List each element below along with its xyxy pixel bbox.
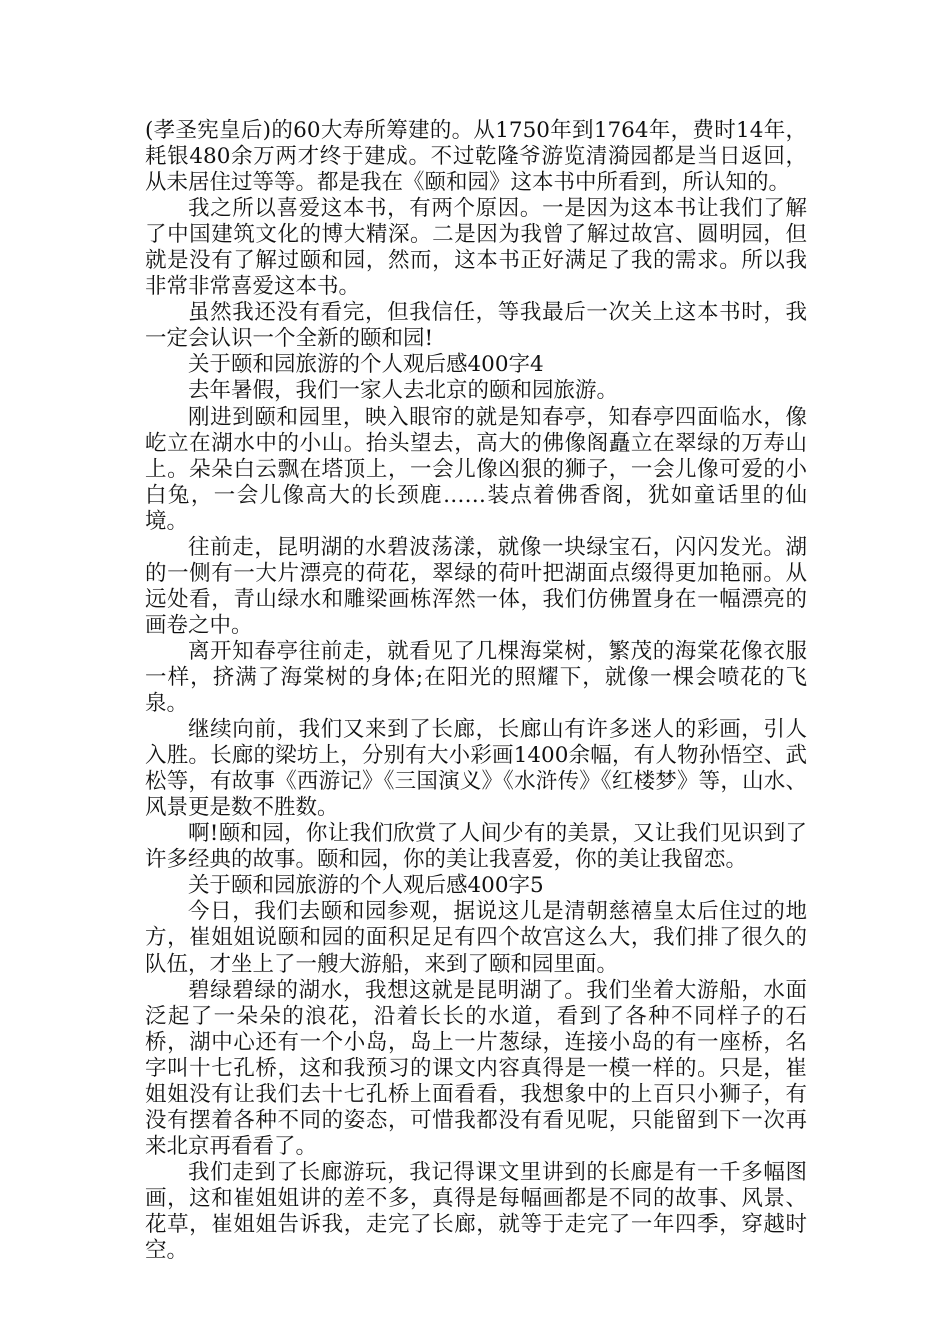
document-body <box>145 118 807 1264</box>
paragraph: 继续向前，我们又来到了长廊，长廊山有许多迷人的彩画，引人入胜。长廊的梁坊上，分别有大小彩画1400余幅，有人物孙悟空、武松等，有故事《西游记》《三国演义》《水浒传》《红楼梦》等，山水、风景更是数不胜数。 <box>145 717 807 821</box>
paragraph: (孝圣宪皇后)的60大寿所筹建的。从1750年到1764年，费时14年，耗银480余万两才终于建成。不过乾隆爷游览清漪园都是当日返回，从未居住过等等。都是我在《颐和园》这本书中所看到，所认知的。 <box>145 118 807 196</box>
paragraph: 啊!颐和园，你让我们欣赏了人间少有的美景，又让我们见识到了许多经典的故事。颐和园，你的美让我喜爱，你的美让我留恋。 <box>145 821 807 873</box>
paragraph: 去年暑假，我们一家人去北京的颐和园旅游。 <box>188 378 619 404</box>
paragraph: 往前走，昆明湖的水碧波荡漾，就像一块绿宝石，闪闪发光。湖的一侧有一大片漂亮的荷花，翠绿的荷叶把湖面点缀得更加艳丽。从远处看，青山绿水和雕梁画栋浑然一体，我们仿佛置身在一幅漂亮的画卷之中。 <box>145 534 807 638</box>
section-heading: 关于颐和园旅游的个人观后感400字4 <box>188 352 544 378</box>
paragraph: 虽然我还没有看完，但我信任，等我最后一次关上这本书时，我一定会认识一个全新的颐和园! <box>145 300 807 352</box>
paragraph: 碧绿碧绿的湖水，我想这就是昆明湖了。我们坐着大游船，水面泛起了一朵朵的浪花，沿着长长的水道，看到了各种不同样子的石桥，湖中心还有一个小岛，岛上一片葱绿，连接小岛的有一座桥，名字叫十七孔桥，这和我预习的课文内容真得是一模一样的。只是，崔姐姐没有让我们去十七孔桥上面看看，我想象中的上百只小狮子，有没有摆着各种不同的姿态，可惜我都没有看见呢，只能留到下一次再来北京再看看了。 <box>145 977 807 1159</box>
paragraph: 刚进到颐和园里，映入眼帘的就是知春亭，知春亭四面临水，像屹立在湖水中的小山。抬头望去，高大的佛像阁矗立在翠绿的万寿山上。朵朵白云飘在塔顶上，一会儿像凶狠的狮子，一会儿像可爱的小白兔，一会儿像高大的长颈鹿……装点着佛香阁，犹如童话里的仙境。 <box>145 404 807 534</box>
section-heading: 关于颐和园旅游的个人观后感400字5 <box>188 873 544 899</box>
paragraph: 离开知春亭往前走，就看见了几棵海棠树，繁茂的海棠花像衣服一样，挤满了海棠树的身体;在阳光的照耀下，就像一棵会喷花的飞泉。 <box>145 638 807 717</box>
paragraph: 今日，我们去颐和园参观，据说这儿是清朝慈禧皇太后住过的地方，崔姐姐说颐和园的面积足足有四个故宫这么大，我们排了很久的队伍，才坐上了一艘大游船，来到了颐和园里面。 <box>145 899 807 977</box>
paragraph: 我们走到了长廊游玩，我记得课文里讲到的长廊是有一千多幅图画，这和崔姐姐讲的差不多，真得是每幅画都是不同的故事、风景、花草，崔姐姐告诉我，走完了长廊，就等于走完了一年四季，穿越时空。 <box>145 1159 807 1264</box>
paragraph: 我之所以喜爱这本书，有两个原因。一是因为这本书让我们了解了中国建筑文化的博大精深。二是因为我曾了解过故宫、圆明园，但就是没有了解过颐和园，然而，这本书正好满足了我的需求。所以我非常非常喜爱这本书。 <box>145 196 807 300</box>
